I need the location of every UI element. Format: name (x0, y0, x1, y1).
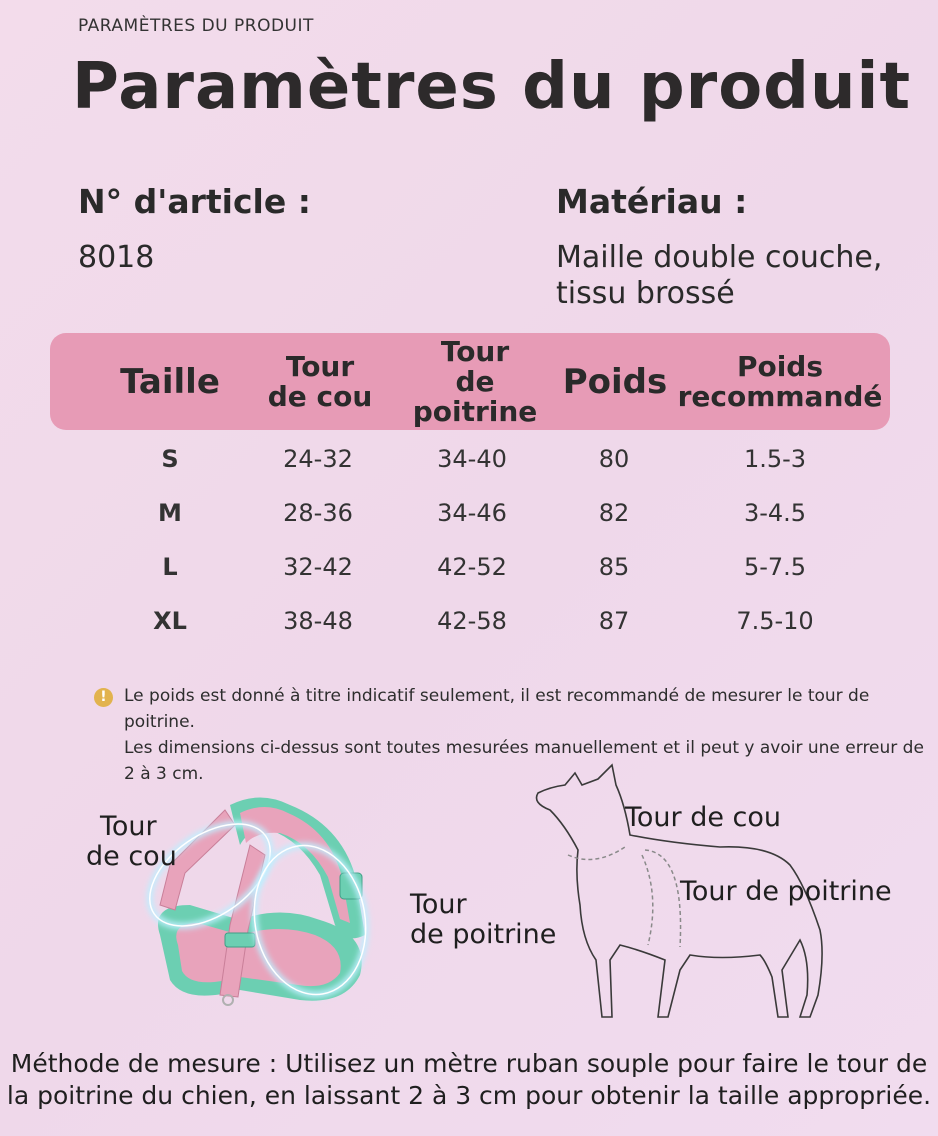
harness-chest-line1: Tour (410, 889, 467, 920)
header-rec-line2: recommandé (677, 379, 883, 413)
harness-neck-line1: Tour (100, 811, 157, 842)
header-chest-line1: Tour (440, 334, 510, 368)
cell-recommended: 1.5-3 (743, 445, 807, 473)
header-neck-line1: Tour (285, 349, 355, 383)
cell-size: L (162, 553, 178, 581)
harness-image (130, 785, 400, 1025)
note-line-1: Le poids est donné à titre indicatif seulement, il est recommandé de mesurer le tour de poitrine. (124, 686, 870, 732)
cell-recommended: 3-4.5 (743, 499, 807, 527)
size-table-header (50, 333, 890, 430)
page-title: Paramètres du produit (72, 50, 912, 124)
cell-neck: 38-48 (283, 607, 353, 635)
cell-neck: 32-42 (283, 553, 353, 581)
article-number-value: 8018 (78, 240, 155, 275)
page-kicker: PARAMÈTRES DU PRODUIT (78, 16, 314, 36)
cell-size: M (158, 499, 182, 527)
harness-chest-line2: de poitrine (410, 919, 557, 950)
cell-chest: 42-58 (437, 607, 507, 635)
cell-weight: 85 (598, 553, 630, 581)
note-line-2: Les dimensions ci-dessus sont toutes mesurées manuellement et il peut y avoir une erreur de 2 à 3 cm. (124, 738, 924, 784)
cell-recommended: 5-7.5 (743, 553, 807, 581)
header-neck (250, 333, 390, 430)
material-label: Matériau : (556, 182, 748, 221)
header-recommended (675, 333, 885, 430)
header-neck-line2: de cou (267, 379, 373, 413)
header-chest-line2: de poitrine (412, 364, 538, 428)
measurement-method (0, 1048, 938, 1112)
material-line-1: Maille double couche, (556, 240, 883, 275)
cell-weight: 82 (598, 499, 630, 527)
header-weight: Poids (562, 361, 668, 402)
cell-recommended: 7.5-10 (736, 607, 814, 635)
cell-chest: 42-52 (437, 553, 507, 581)
warning-icon: ! (94, 688, 113, 707)
cell-chest: 34-40 (437, 445, 507, 473)
cell-size: XL (153, 607, 187, 635)
dog-chest-label: Tour de poitrine (680, 876, 892, 907)
cell-size: S (161, 445, 179, 473)
method-line-2: la poitrine du chien, en laissant 2 à 3 cm pour obtenir la taille appropriée. (6, 1081, 932, 1110)
dog-neck-label: Tour de cou (625, 802, 782, 833)
material-value (556, 240, 936, 312)
cell-weight: 80 (598, 445, 630, 473)
cell-weight: 87 (598, 607, 630, 635)
cell-chest: 34-46 (437, 499, 507, 527)
cell-neck: 28-36 (283, 499, 353, 527)
header-size: Taille (120, 361, 220, 402)
article-number-label: N° d'article : (78, 182, 311, 221)
cell-neck: 24-32 (283, 445, 353, 473)
header-rec-line1: Poids (736, 349, 824, 383)
method-line-1: Méthode de mesure : Utilisez un mètre ruban souple pour faire le tour de (10, 1049, 928, 1078)
harness-neck-label-2: de cou (86, 841, 177, 872)
header-chest (395, 333, 555, 430)
material-line-2: tissu brossé (556, 276, 735, 311)
harness-neck-label (100, 812, 157, 842)
